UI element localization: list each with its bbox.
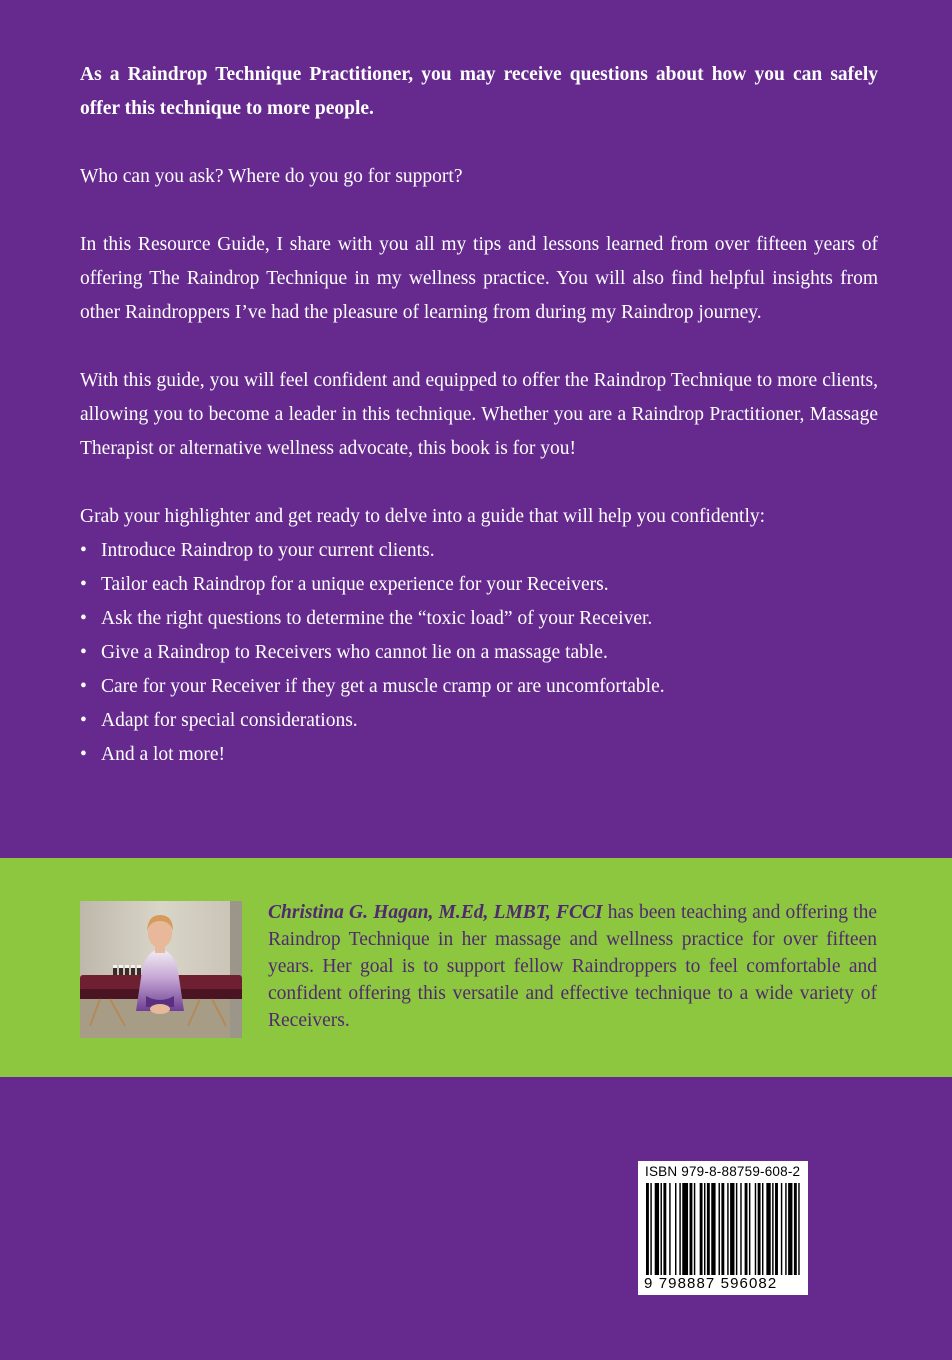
- barcode-bar: [682, 1183, 688, 1275]
- author-band: [0, 858, 952, 1077]
- list-item-text: Ask the right questions to determine the “toxic load” of your Receiver.: [101, 608, 653, 629]
- benefits-list: [80, 534, 878, 772]
- list-item: [80, 670, 878, 704]
- list-item-text: Give a Raindrop to Receivers who cannot lie on a massage table.: [101, 642, 608, 663]
- list-item-text: Introduce Raindrop to your current clients.: [101, 540, 435, 561]
- list-item: [80, 568, 878, 602]
- barcode-bar: [736, 1183, 737, 1275]
- barcode-bar: [749, 1183, 750, 1275]
- barcode-bar: [745, 1183, 748, 1275]
- list-item-text: Care for your Receiver if they get a muscle cramp or are uncomfortable.: [101, 676, 665, 697]
- barcode-bar: [721, 1183, 724, 1275]
- bullet-icon: •: [80, 676, 87, 697]
- lead-paragraph: As a Raindrop Technique Practitioner, you may receive questions about how you can safely offer this technique to more people.: [80, 64, 878, 119]
- list-item-text: Adapt for special considerations.: [101, 710, 358, 731]
- barcode-bar: [646, 1183, 649, 1275]
- barcode-bar: [730, 1183, 734, 1275]
- list-item: [80, 636, 878, 670]
- barcode-bar: [727, 1183, 728, 1275]
- barcode-bar: [794, 1183, 797, 1275]
- barcode-bar: [650, 1183, 651, 1275]
- barcode-bar: [711, 1183, 715, 1275]
- isbn-label: ISBN 979-8-88759-608-2: [645, 1164, 801, 1179]
- description-paragraph-1: In this Resource Guide, I share with you all my tips and lessons learned from over fifteen years of offering The Raindrop Technique in my wellness practice. You will also find helpful insights from other Raindroppers I’ve had the pleasure of learning from during my Raindrop journey.: [80, 234, 878, 323]
- questions-paragraph: Who can you ask? Where do you go for support?: [80, 166, 463, 187]
- barcode-bar: [781, 1183, 782, 1275]
- bullet-icon: •: [80, 574, 87, 595]
- barcode-bar: [704, 1183, 705, 1275]
- barcode-bar: [707, 1183, 710, 1275]
- author-photo: [80, 901, 242, 1038]
- back-cover-copy: [80, 58, 878, 772]
- barcode-bar: [772, 1183, 773, 1275]
- bullet-icon: •: [80, 540, 87, 561]
- list-item: [80, 602, 878, 636]
- barcode-digits: 9 798887 596082: [644, 1275, 778, 1292]
- list-item: [80, 534, 878, 568]
- barcode-icon: [646, 1183, 800, 1275]
- bullet-icon: •: [80, 642, 87, 663]
- isbn-barcode: [638, 1161, 808, 1295]
- author-name: Christina G. Hagan, M.Ed, LMBT, FCCI: [268, 902, 603, 923]
- list-item-text: And a lot more!: [101, 744, 226, 765]
- author-bio: [268, 899, 877, 1034]
- barcode-bar: [755, 1183, 756, 1275]
- bullet-icon: •: [80, 710, 87, 731]
- list-item: [80, 738, 878, 772]
- barcode-bar: [690, 1183, 693, 1275]
- list-item: [80, 704, 878, 738]
- barcode-bar: [766, 1183, 770, 1275]
- bullet-icon: •: [80, 744, 87, 765]
- barcode-bar: [663, 1183, 666, 1275]
- barcode-bar: [661, 1183, 662, 1275]
- barcode-bar: [669, 1183, 670, 1275]
- barcode-bar: [775, 1183, 778, 1275]
- description-paragraph-2: With this guide, you will feel confident and equipped to offer the Raindrop Technique to more clients, allowing you to become a leader in this technique. Whether you are a Raindrop Practitioner, Massage Therapist or alternative wellness advocate, this book is for you!: [80, 370, 878, 459]
- barcode-bar: [740, 1183, 741, 1275]
- barcode-bar: [700, 1183, 703, 1275]
- barcode-bar: [798, 1183, 799, 1275]
- barcode-bar: [788, 1183, 792, 1275]
- list-item-text: Tailor each Raindrop for a unique experience for your Receivers.: [101, 574, 609, 595]
- barcode-bar: [655, 1183, 659, 1275]
- barcode-bar: [758, 1183, 761, 1275]
- barcode-bar: [679, 1183, 680, 1275]
- barcode-bar: [694, 1183, 695, 1275]
- list-intro: Grab your highlighter and get ready to delve into a guide that will help you confidently:: [80, 506, 766, 527]
- barcode-bar: [675, 1183, 676, 1275]
- barcode-bar: [785, 1183, 786, 1275]
- author-bio-text: has been teaching and offering the Raindrop Technique in her massage and wellness practice for over fifteen years. Her goal is to support fellow Raindroppers to feel comfortable and confident offering this versatile and effective technique to a wide variety of Receivers.: [268, 902, 877, 1031]
- bullet-icon: •: [80, 608, 87, 629]
- barcode-bar: [762, 1183, 763, 1275]
- barcode-bar: [719, 1183, 720, 1275]
